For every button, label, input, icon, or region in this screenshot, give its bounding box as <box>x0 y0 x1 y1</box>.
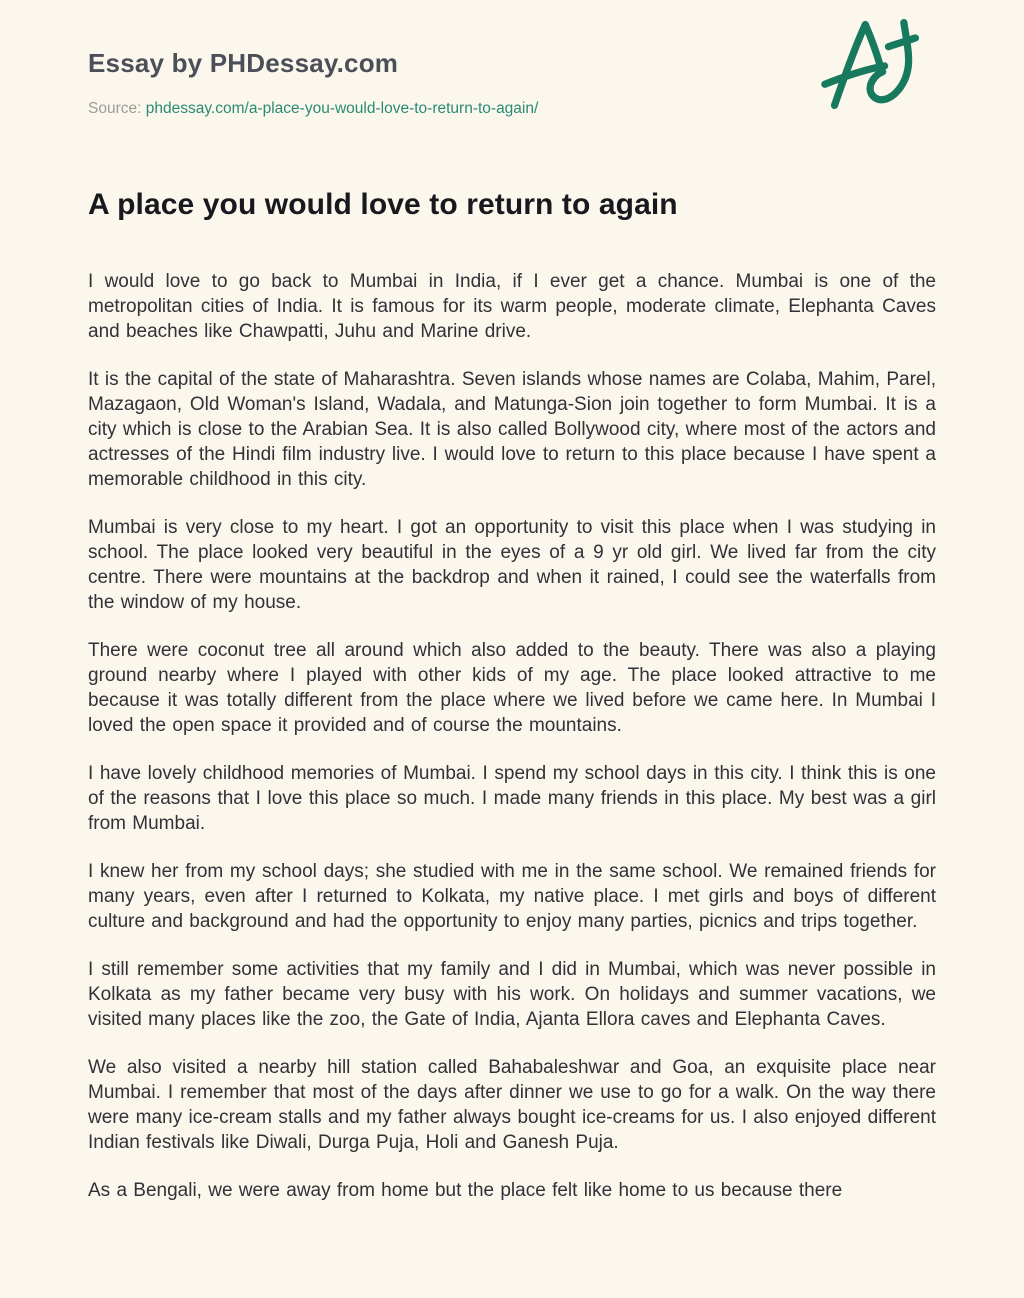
site-title: Essay by PHDessay.com <box>88 48 399 78</box>
essay-paragraph: I have lovely childhood memories of Mumbai. I spend my school days in this city. I think this is one of the reasons that I love this place so much. I made many friends in this place. My best was a girl from Mumbai. <box>88 763 936 834</box>
essay-title: A place you would love to return to again <box>88 188 678 221</box>
essay-paragraph: I still remember some activities that my family and I did in Mumbai, which was never possible in Kolkata as my father became very busy with his work. On holidays and summer vacations, we visited many places like the zoo, the Gate of India, Ajanta Ellora caves and Elephanta Caves. <box>88 959 936 1030</box>
essay-paragraph: There were coconut tree all around which also added to the beauty. There was also a playing ground nearby where I played with other kids of my age. The place looked attractive to me because it was totally different from the place where we lived before we came here. In Mumbai I loved the open space it provided and of course the mountains. <box>88 640 936 736</box>
source-label: Source: <box>88 100 142 117</box>
essay-paragraph: We also visited a nearby hill station called Bahabaleshwar and Goa, an exquisite place near Mumbai. I remember that most of the days after dinner we use to go for a walk. On the way there were many ice-cream stalls and my father always bought ice-creams for us. I also enjoyed different Indian festivals like Diwali, Durga Puja, Holi and Ganesh Puja. <box>88 1057 936 1153</box>
essay-paragraph: As a Bengali, we were away from home but the place felt like home to us because there <box>88 1180 843 1201</box>
essay-paragraph: Mumbai is very close to my heart. I got an opportunity to visit this place when I was studying in school. The place looked very beautiful in the eyes of a 9 yr old girl. We lived far from the city centre. There were mountains at the backdrop and when it rained, I could see the waterfalls from the window of my house. <box>88 517 936 613</box>
essay-paragraph: I knew her from my school days; she studied with me in the same school. We remained friends for many years, even after I returned to Kolkata, my native place. I met girls and boys of different culture and background and had the opportunity to enjoy many parties, picnics and trips together. <box>88 861 936 932</box>
a-plus-logo-icon <box>821 8 927 120</box>
page-header <box>88 48 936 118</box>
source-line <box>88 100 936 118</box>
source-link[interactable]: phdessay.com/a-place-you-would-love-to-return-to-again/ <box>145 100 539 117</box>
essay-paragraph: It is the capital of the state of Maharashtra. Seven islands whose names are Colaba, Mahim, Parel, Mazagaon, Old Woman's Island, Wadala, and Matunga-Sion join together to form Mumbai. It is a city which is close to the Arabian Sea. It is also called Bollywood city, where most of the actors and actresses of the Hindi film industry live. I would love to return to this place because I have spent a memorable childhood in this city. <box>88 369 936 490</box>
essay-paragraph: I would love to go back to Mumbai in India, if I ever get a chance. Mumbai is one of the metropolitan cities of India. It is famous for its warm people, moderate climate, Elephanta Caves and beaches like Chawpatti, Juhu and Marine drive. <box>88 271 936 342</box>
essay-body <box>88 269 936 1203</box>
